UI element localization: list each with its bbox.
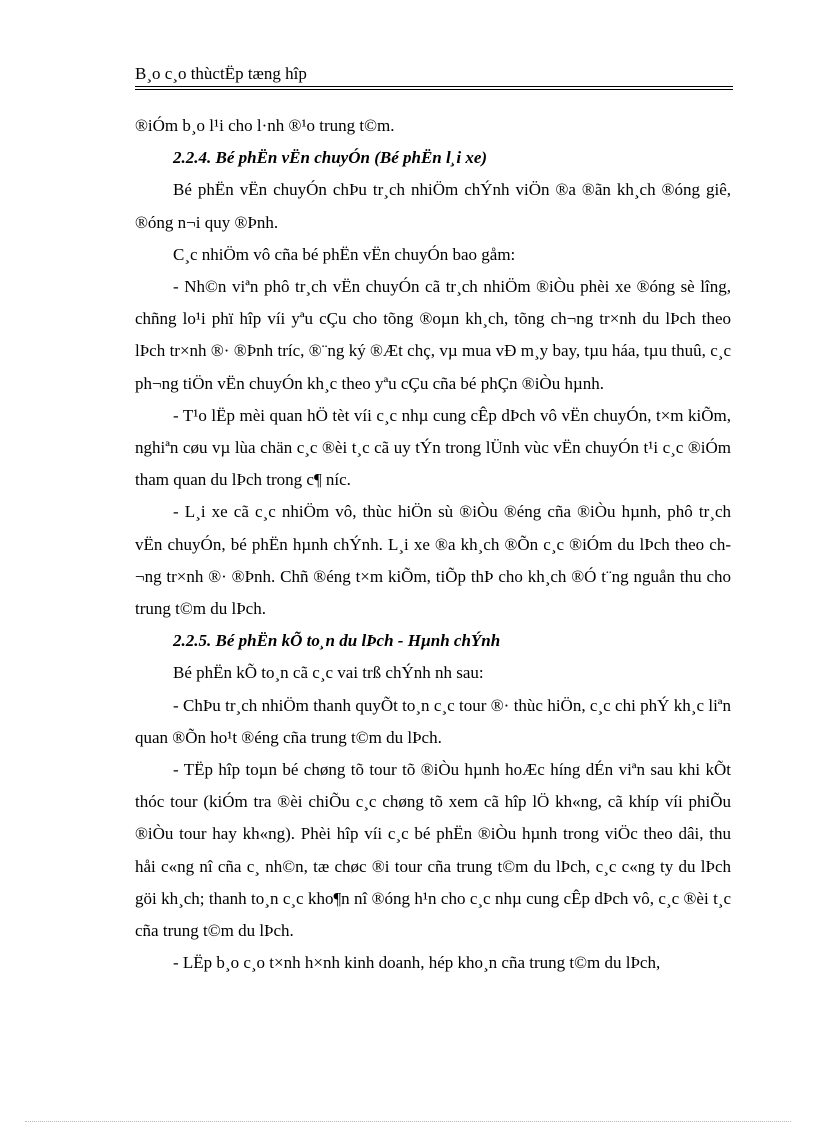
paragraph: Bé phËn vËn chuyÓn chÞu tr¸ch nhiÖm chÝnh viÖn ®a ®ãn kh¸ch ®óng giê, ®óng n¬i quy ®Þnh.	[135, 180, 731, 232]
list-item-paragraph: - ChÞu tr¸ch nhiÖm thanh quyÕt to¸n c¸c tour ®· thùc hiÖn, c¸c chi phÝ kh¸c liªn quan ®Õn ho¹t ®éng cña trung t©m du lÞch.	[135, 695, 731, 747]
page-bottom-border	[25, 1121, 791, 1122]
paragraph: Bé phËn kÕ to¸n cã c¸c vai trß chÝnh nh sau:	[173, 663, 484, 683]
section-heading-2-2-5: 2.2.5. Bé phËn kÕ to¸n du lÞch - Hµnh chÝnh	[173, 631, 501, 651]
paragraph: C¸c nhiÖm vô cña bé phËn vËn chuyÓn bao gåm:	[173, 244, 516, 264]
list-item-paragraph: - L¸i xe cã c¸c nhiÖm vô, thùc hiÖn sù ®iÒu ®éng cña ®iÒu hµnh, phô tr¸ch vËn chuyÓn, bé phËn hµnh chÝnh. L¸i xe ®a kh¸ch ®Õn c¸c ®iÓm du lÞch theo ch¬ng tr×nh ®· ®Þnh. Chñ ®éng t×m kiÕm, tiÕp thÞ cho kh¸ch ®Ó t¨ng nguån thu cho trung t©m du lÞch.	[135, 502, 731, 619]
list-item-paragraph: - Nh©n viªn phô tr¸ch vËn chuyÓn cã tr¸ch nhiÖm ®iÒu phèi xe ®óng sè lîng, chñng lo¹i phï hîp víi yªu cÇu cho tõng ®oµn kh¸ch, tõng ch¬ng tr×nh du lÞch theo lÞch tr×nh ®· ®Þnh tríc, ®¨ng ký ®Æt chç, vµ mua vÐ m¸y bay, tµu háa, tµu thuû, c¸c ph¬ng tiÖn vËn chuyÓn kh¸c theo yªu cÇu cña bé phÇn ®iÒu hµnh.	[135, 277, 731, 393]
header-rule-top	[135, 86, 733, 87]
list-item-paragraph: - TËp hîp toµn bé chøng tõ tour tõ ®iÒu hµnh hoÆc híng dÉn viªn sau khi kÕt thóc tour (kiÓm tra ®èi chiÕu c¸c chøng tõ xem cã hîp lÖ kh«ng, cã khíp víi phiÕu ®iÒu tour hay kh«ng). Phèi hîp víi c¸c bé phËn ®iÒu hµnh trong viÖc theo dâi, thu håi c«ng nî cña c¸ nh©n, tæ chøc ®i tour cña trung t©m du lÞch, c¸c c«ng ty du lÞch göi kh¸ch; thanh to¸n c¸c kho¶n nî ®óng h¹n cho c¸c nhµ cung cÊp dÞch vô, c¸c ®èi t¸c cña trung t©m du lÞch.	[135, 760, 731, 941]
list-item-paragraph: - LËp b¸o c¸o t×nh h×nh kinh doanh, hép kho¸n cña trung t©m du lÞch,	[173, 953, 661, 973]
list-item-paragraph: - T¹o lËp mèi quan hÖ tèt víi c¸c nhµ cung cÊp dÞch vô vËn chuyÓn, t×m kiÕm, nghiªn cøu vµ lùa chän c¸c ®èi t¸c cã uy tÝn trong lÜnh vùc vËn chuyÓn t¹i c¸c ®iÓm tham quan du lÞch trong c¶ níc.	[135, 405, 731, 490]
page-header-title: B¸o c¸o thùctËp tæng hîp	[135, 64, 307, 83]
header-rule-bottom	[135, 89, 733, 90]
paragraph-continuation: ®iÓm b¸o l¹i cho l·nh ®¹o trung t©m.	[135, 116, 395, 135]
document-body	[135, 110, 731, 979]
section-heading-2-2-4: 2.2.4. Bé phËn vËn chuyÓn (Bé phËn l¸i xe)	[173, 148, 488, 168]
